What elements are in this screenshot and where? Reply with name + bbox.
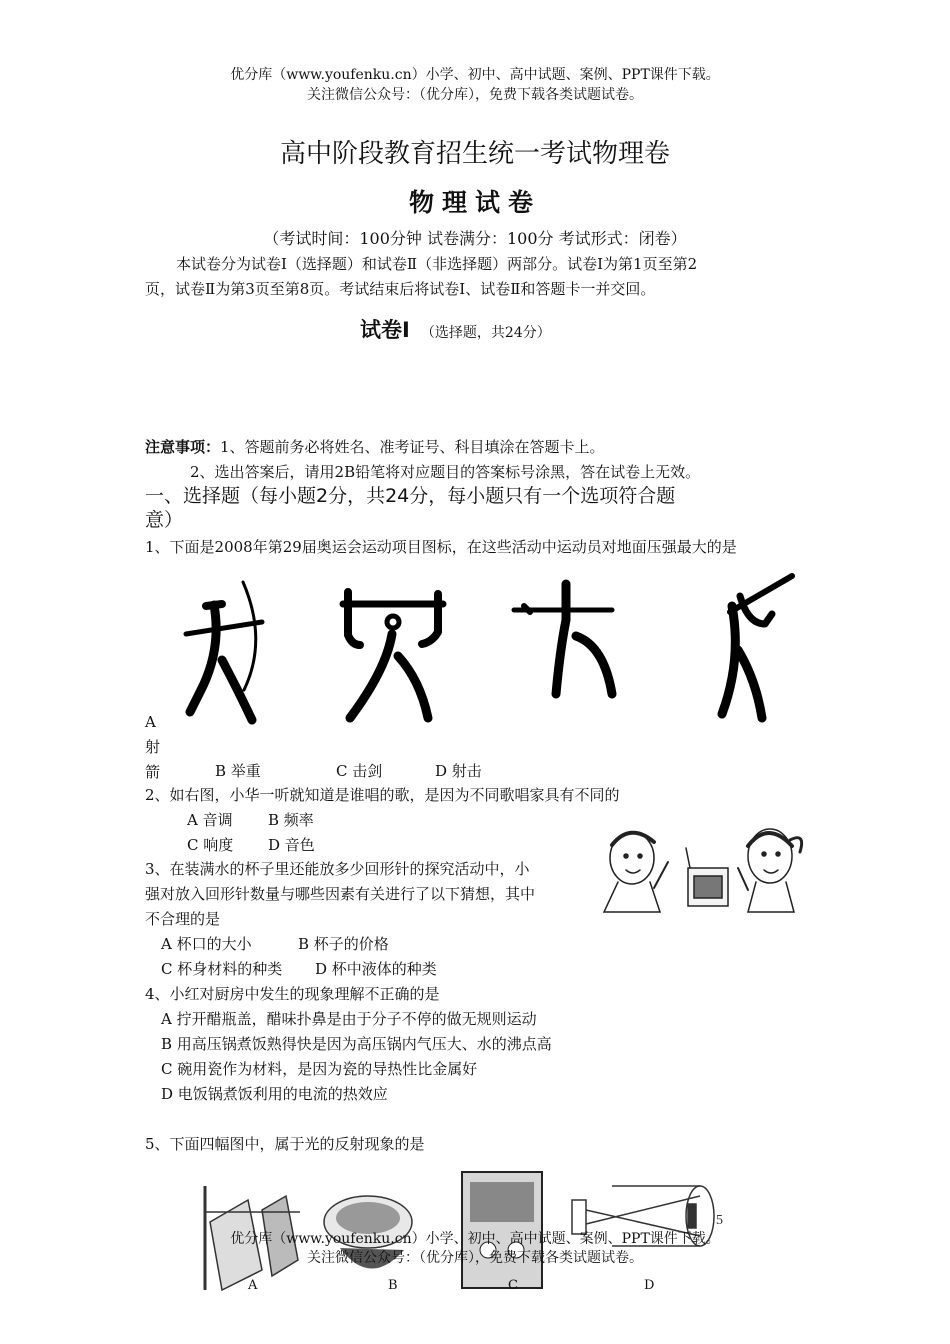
q3-option-d: D 杯中液体的种类 <box>315 960 437 978</box>
intro-line-2: 页，试卷Ⅱ为第3页至第8页。考试结束后将试卷Ⅰ、试卷Ⅱ和答题卡一并交回。 <box>145 280 656 298</box>
q2-option-b: B 频率 <box>268 811 314 829</box>
notice-item-2: 2、选出答案后，请用2B铅笔将对应题目的答案标号涂黑，答在试卷上无效。 <box>190 463 701 481</box>
q4-stem: 4、小红对厨房中发生的现象理解不正确的是 <box>145 985 440 1003</box>
part1-title: 试卷Ⅰ <box>360 318 410 342</box>
q5-label-b: B <box>388 1278 398 1293</box>
q4-option-b: B 用高压锅煮饭熟得快是因为高压锅内气压大、水的沸点高 <box>161 1035 552 1053</box>
q4-option-a: A 拧开醋瓶盖，醋味扑鼻是由于分子不停的做无规则运动 <box>161 1010 537 1028</box>
header-line-1: 优分库（www.youfenku.cn）小学、初中、高中试题、案例、PPT课件下载。 <box>230 67 720 83</box>
q4-option-c: C 碗用瓷作为材料，是因为瓷的导热性比金属好 <box>161 1060 478 1078</box>
q5-label-c: C <box>508 1278 518 1293</box>
notice-label: 注意事项： <box>145 438 221 456</box>
section-1-line-2: 意） <box>145 509 184 531</box>
q1-option-b: B 举重 <box>215 762 261 780</box>
q2-option-d: D 音色 <box>268 836 315 854</box>
part1-note: （选择题，共24分） <box>420 325 551 341</box>
footer-line-2: 关注微信公众号：（优分库），免费下载各类试题试卷。 <box>307 1250 643 1266</box>
q1-option-d: D 射击 <box>435 762 482 780</box>
q3-option-c: C 杯身材料的种类 <box>161 960 283 978</box>
q2-stem: 2、如右图，小华一听就知道是谁唱的歌，是因为不同歌唱家具有不同的 <box>145 786 620 804</box>
q3-line-2: 强对放入回形针数量与哪些因素有关进行了以下猜想，其中 <box>145 885 536 903</box>
q5-label-a: A <box>248 1278 258 1293</box>
q4-option-d: D 电饭锅煮饭利用的电流的热效应 <box>161 1085 388 1103</box>
page-subtitle: 物理试卷 <box>408 188 541 217</box>
q2-option-a: A 音调 <box>187 811 233 829</box>
q1-option-c: C 击剑 <box>336 762 383 780</box>
q1-stem: 1、下面是2008年第29届奥运会运动项目图标，在这些活动中运动员对地面压强最大的是 <box>145 538 737 556</box>
page-title: 高中阶段教育招生统一考试物理卷 <box>279 139 670 169</box>
footer-line-1: 优分库（www.youfenku.cn）小学、初中、高中试题、案例、PPT课件下载。 <box>230 1231 720 1247</box>
q3-option-b: B 杯子的价格 <box>298 935 389 953</box>
q1-option-a-part-1: A <box>145 713 156 731</box>
q3-line-1: 3、在装满水的杯子里还能放多少回形针的探究活动中，小 <box>145 860 530 878</box>
section-1-line-1: 一、选择题（每小题2分，共24分，每小题只有一个选项符合题 <box>145 485 676 507</box>
q2-option-c: C 响度 <box>187 836 234 854</box>
exam-info: （考试时间：100分钟 试卷满分：100分 考试形式：闭卷） <box>263 229 687 248</box>
q1-option-a-part-2: 射 <box>145 738 161 756</box>
header-line-2: 关注微信公众号：（优分库），免费下载各类试题试卷。 <box>307 87 643 103</box>
svg-text:5: 5 <box>716 1213 723 1228</box>
q3-option-a: A 杯口的大小 <box>161 935 252 953</box>
notice-item-1: 1、答题前务必将姓名、准考证号、科目填涂在答题卡上。 <box>220 438 605 456</box>
q5-label-d: D <box>644 1278 655 1293</box>
q5-stem: 5、下面四幅图中，属于光的反射现象的是 <box>145 1135 425 1153</box>
q1-option-a-part-3: 箭 <box>145 763 161 781</box>
intro-line-1: 本试卷分为试卷Ⅰ（选择题）和试卷Ⅱ（非选择题）两部分。试卷Ⅰ为第1页至第2 <box>176 255 698 273</box>
q3-line-3: 不合理的是 <box>145 910 221 928</box>
